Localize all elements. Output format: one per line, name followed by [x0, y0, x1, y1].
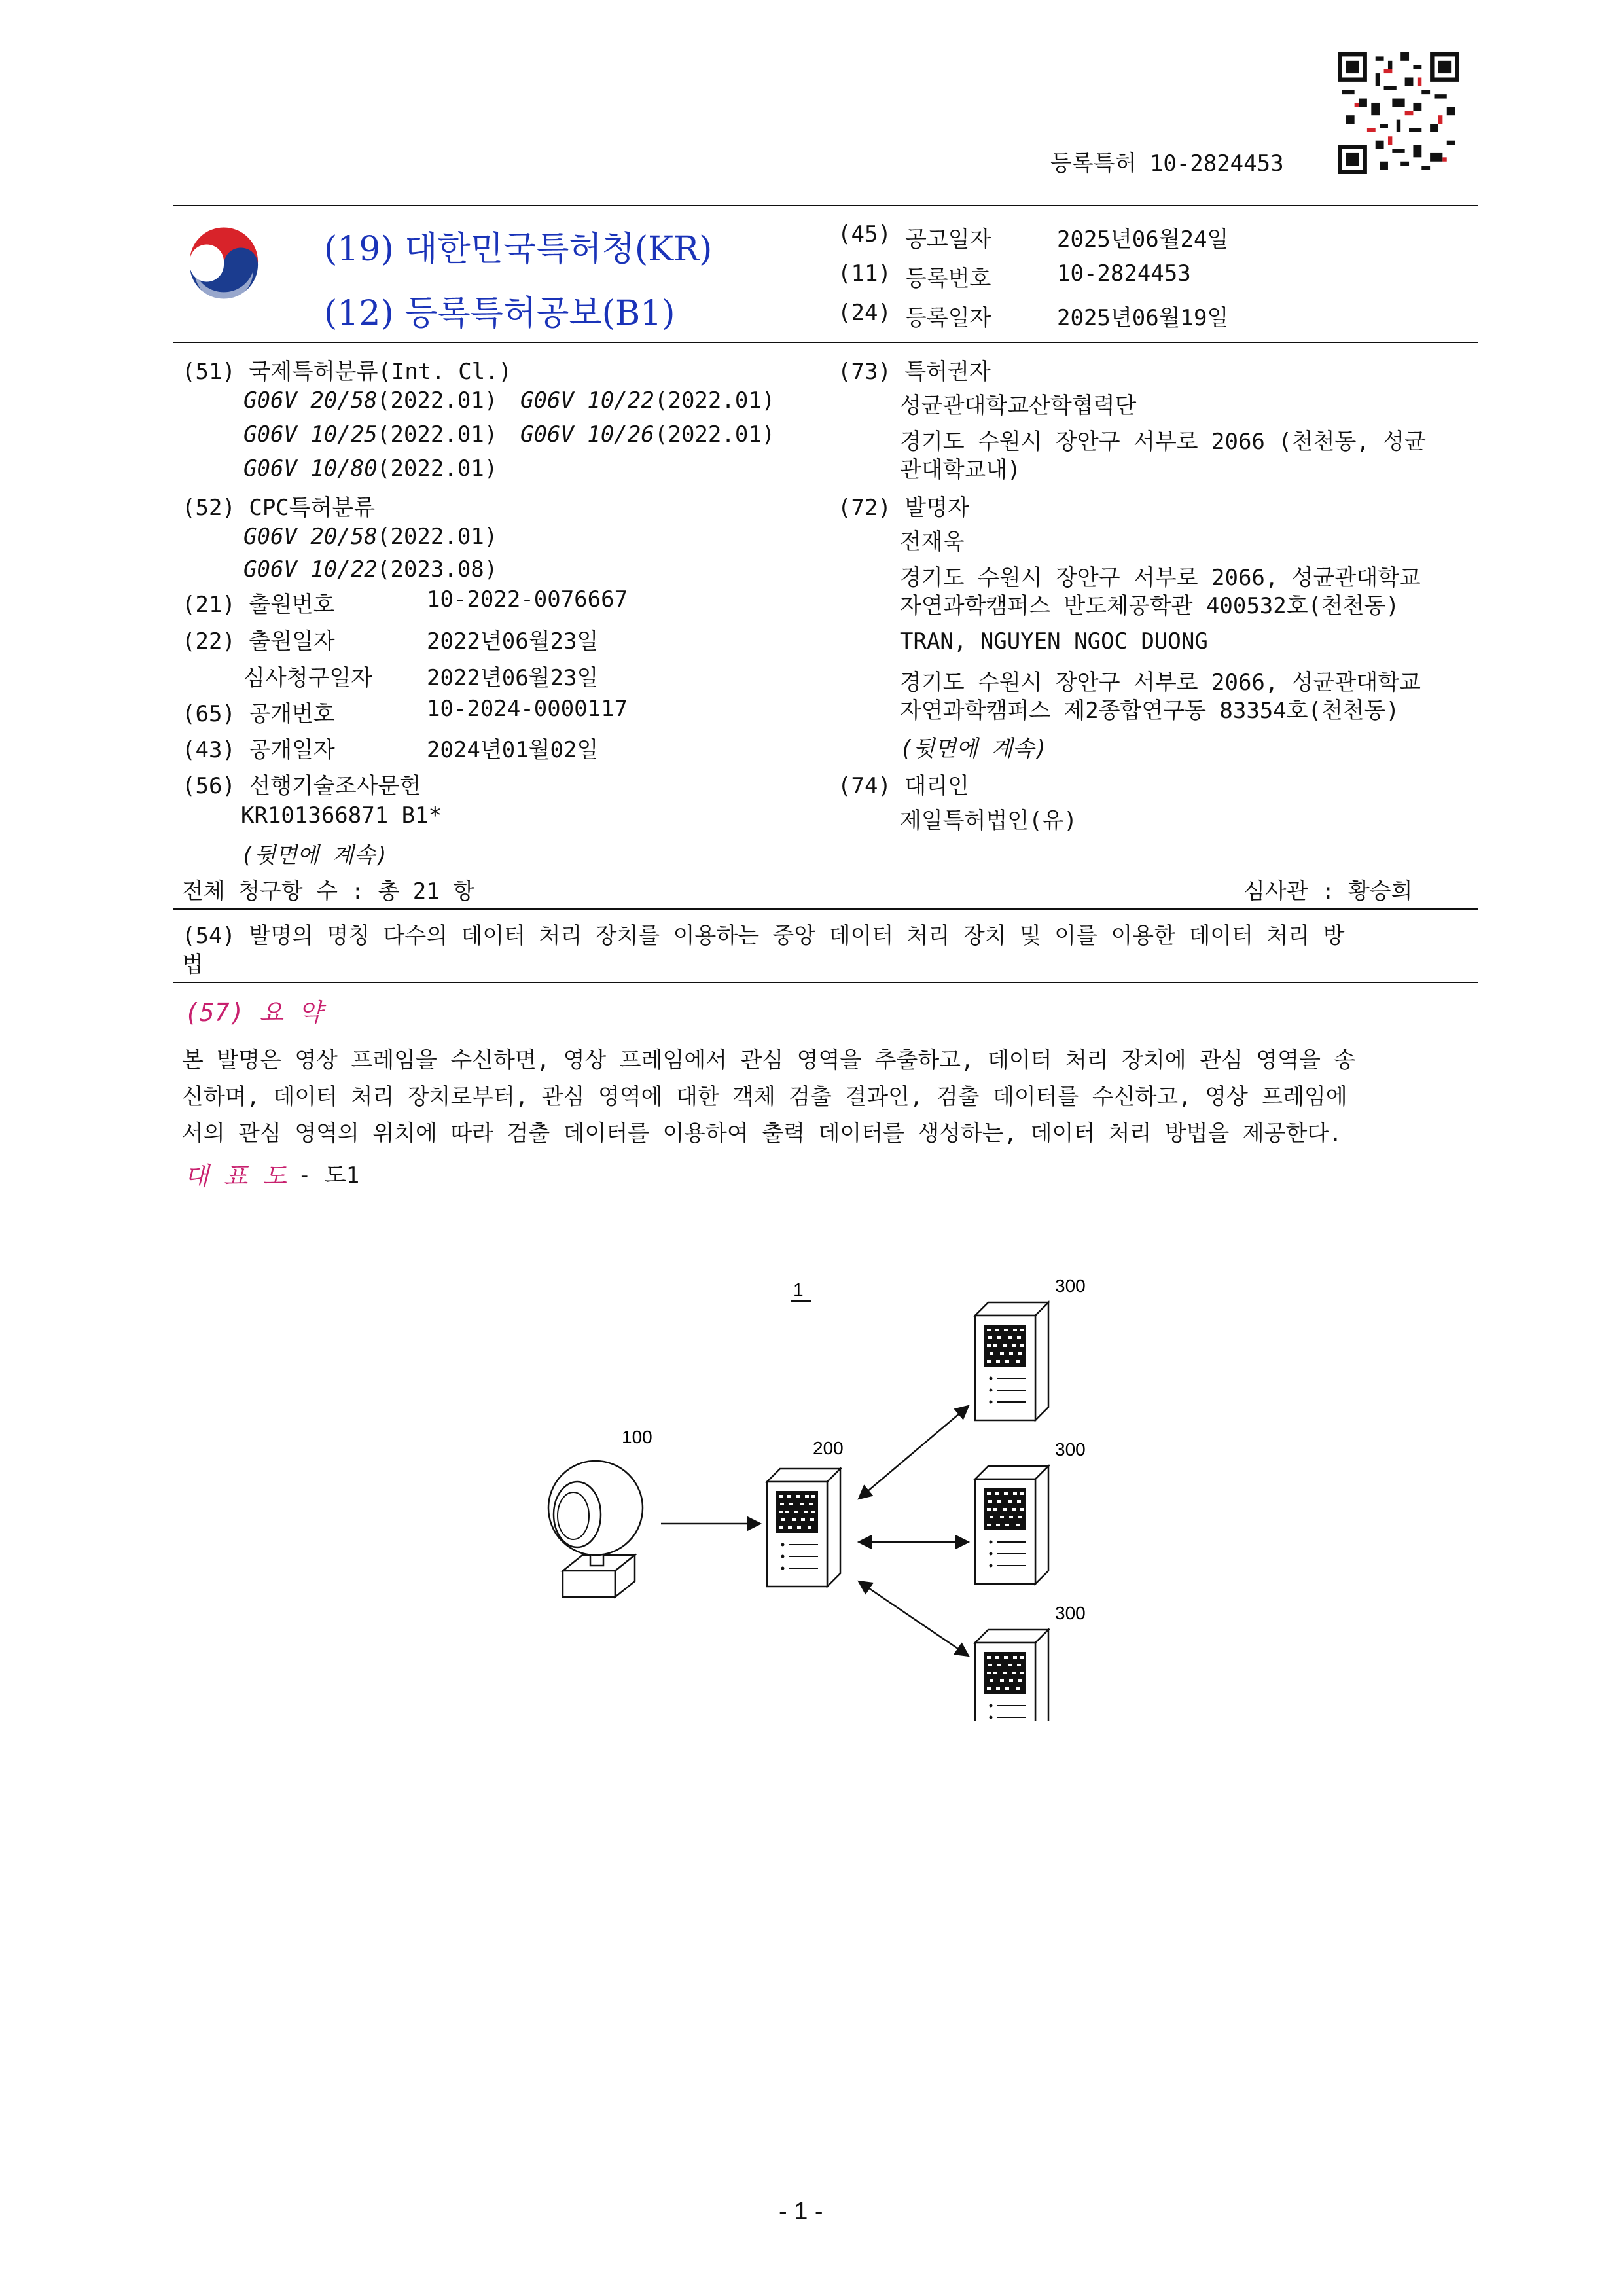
f43-label: (43) 공개일자	[182, 737, 335, 763]
f21-value: 10-2022-0076667	[427, 586, 628, 613]
ipc-code: G06V 20/58	[243, 387, 378, 414]
title-top-rule	[173, 908, 1478, 910]
invention-title-line1: (54) 발명의 명칭 다수의 데이터 처리 장치를 이용하는 중앙 데이터 처리 장치 및 이를 이용한 데이터 처리 방	[182, 923, 1345, 949]
ipc-code: G06V 10/22	[520, 387, 654, 414]
inventor-2-name: TRAN, NGUYEN NGOC DUONG	[900, 628, 1208, 655]
claims-count: 전체 청구항 수 : 총 21 항	[182, 878, 474, 905]
field-45-code: (45)	[838, 221, 891, 247]
invention-title-line2: 법	[182, 952, 204, 978]
field-24-code: (24)	[838, 300, 891, 326]
publication-type: (12) 등록특허공보(B1)	[324, 294, 675, 333]
exam-request-value: 2022년06월23일	[427, 665, 599, 691]
f43-value: 2024년01월02일	[427, 737, 599, 763]
f22-label: (22) 출원일자	[182, 628, 335, 655]
page-number: - 1 -	[779, 2198, 823, 2225]
ipc-date: (2022.01)	[654, 387, 776, 414]
f72-label: (72) 발명자	[838, 495, 969, 521]
processing-device-label: 300	[1055, 1439, 1086, 1460]
cpc-date: (2023.08)	[377, 556, 498, 583]
arrow-central-to-device-3	[859, 1581, 969, 1656]
abstract-line: 본 발명은 영상 프레임을 수신하면, 영상 프레임에서 관심 영역을 추출하고, 데이터 처리 장치에 관심 영역을 송	[182, 1047, 1356, 1073]
inventor-2-address-line2: 자연과학캠퍼스 제2종합연구동 83354호(천천동)	[900, 698, 1400, 724]
examiner: 심사관 : 황승희	[1243, 878, 1413, 905]
representative-drawing-value: - 도1	[298, 1162, 360, 1189]
system-label: 1	[793, 1280, 804, 1300]
f52-label: (52) CPC특허분류	[182, 495, 376, 521]
kipo-emblem-icon	[183, 223, 264, 304]
f21-label: (21) 출원번호	[182, 592, 335, 618]
field-45-label: 공고일자	[905, 226, 991, 253]
f65-label: (65) 공개번호	[182, 701, 335, 727]
patentee-name: 성균관대학교산학협력단	[900, 393, 1137, 419]
qr-code	[1338, 52, 1459, 174]
abstract-line: 신하며, 데이터 처리 장치로부터, 관심 영역에 대한 객체 검출 결과인, 검출 데이터를 수신하고, 영상 프레임에	[182, 1084, 1347, 1110]
office-name: (19) 대한민국특허청(KR)	[324, 230, 713, 269]
inventor-2-address-line1: 경기도 수원시 장안구 서부로 2066, 성균관대학교	[900, 670, 1421, 696]
camera-icon	[548, 1461, 643, 1597]
ipc-code: G06V 10/26	[520, 422, 654, 448]
header-bottom-rule	[173, 342, 1478, 343]
ipc-date: (2022.01)	[377, 387, 498, 414]
arrow-central-to-device-1	[859, 1406, 969, 1499]
f51-label: (51) 국제특허분류(Int. Cl.)	[182, 359, 512, 385]
abstract-line: 서의 관심 영역의 위치에 따라 검출 데이터를 이용하여 출력 데이터를 생성하는, 데이터 처리 방법을 제공한다.	[182, 1121, 1342, 1147]
field-24-label: 등록일자	[905, 305, 991, 331]
inventor-1-address-line1: 경기도 수원시 장안구 서부로 2066, 성균관대학교	[900, 565, 1421, 591]
field-11-code: (11)	[838, 260, 891, 287]
central-device-label: 200	[813, 1438, 844, 1458]
exam-request-label: 심사청구일자	[243, 665, 373, 691]
f74-label: (74) 대리인	[838, 773, 969, 799]
title-bottom-rule	[173, 982, 1478, 983]
ipc-code: G06V 10/80	[243, 456, 378, 482]
processing-device-icon	[975, 1466, 1048, 1584]
camera-label: 100	[622, 1427, 652, 1447]
representative-figure	[524, 1263, 1145, 1721]
registration-number-top: 등록특허 10-2824453	[1050, 151, 1284, 177]
f73-label: (73) 특허권자	[838, 359, 991, 385]
field-24-value: 2025년06월19일	[1057, 305, 1229, 331]
ipc-date: (2022.01)	[377, 422, 498, 448]
agent-name: 제일특허법인(유)	[900, 808, 1077, 834]
processing-device-label: 300	[1055, 1276, 1086, 1296]
field-11-value: 10-2824453	[1057, 260, 1191, 287]
ipc-code: G06V 10/25	[243, 422, 378, 448]
abstract-heading: (57) 요 약	[185, 998, 323, 1027]
header-top-rule	[173, 205, 1478, 206]
ipc-date: (2022.01)	[377, 456, 498, 482]
patentee-address-line2: 관대학교내)	[900, 457, 1021, 483]
central-processing-device-icon	[767, 1469, 840, 1587]
cpc-code: G06V 20/58	[243, 524, 378, 550]
cpc-code: G06V 10/22	[243, 556, 378, 583]
continued-note-right: (뒷면에 계속)	[900, 736, 1048, 762]
continued-note-left: (뒷면에 계속)	[241, 842, 389, 869]
f56-label: (56) 선행기술조사문헌	[182, 773, 421, 799]
patentee-address-line1: 경기도 수원시 장안구 서부로 2066 (천천동, 성균	[900, 429, 1426, 455]
f22-value: 2022년06월23일	[427, 628, 599, 655]
inventor-1-address-line2: 자연과학캠퍼스 반도체공학관 400532호(천천동)	[900, 593, 1400, 619]
cpc-date: (2022.01)	[377, 524, 498, 550]
representative-drawing-label: 대 표 도	[185, 1162, 287, 1191]
processing-device-label: 300	[1055, 1603, 1086, 1623]
processing-device-icon	[975, 1630, 1048, 1721]
ipc-date: (2022.01)	[654, 422, 776, 448]
inventor-1-name: 전재욱	[900, 529, 965, 555]
prior-art-citation: KR101366871 B1*	[241, 802, 442, 829]
field-11-label: 등록번호	[905, 266, 991, 292]
f65-value: 10-2024-0000117	[427, 696, 628, 722]
field-45-value: 2025년06월24일	[1057, 226, 1229, 253]
processing-device-icon	[975, 1302, 1048, 1420]
